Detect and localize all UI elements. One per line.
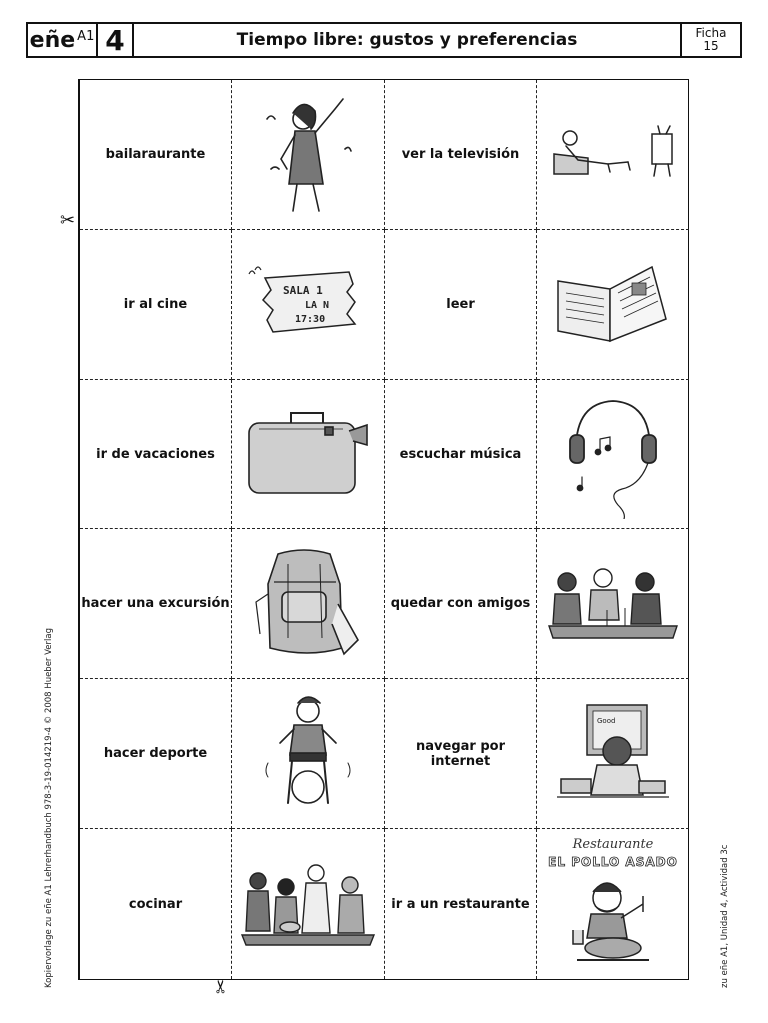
restaurant-sign-title: Restaurante xyxy=(572,837,654,853)
card-label: bailaraurante xyxy=(105,146,206,162)
worksheet-header xyxy=(26,22,742,58)
restaurant-diner-icon xyxy=(543,834,683,974)
page-title: Tiempo libre: gustos y preferencias xyxy=(134,24,682,56)
card-label: escuchar música xyxy=(399,446,522,462)
card-label: hacer deporte xyxy=(103,746,208,762)
card-picture-cell[interactable] xyxy=(232,80,385,230)
card-label-cell[interactable] xyxy=(80,829,232,979)
watching-tv-icon xyxy=(548,124,678,184)
card-label: hacer una excursión xyxy=(81,596,230,612)
card-label-cell[interactable] xyxy=(385,679,537,829)
ficha-label: Ficha xyxy=(695,26,727,40)
card-label: ver la televisión xyxy=(401,146,520,162)
copyright-note: Kopiervorlage zu eñe A1 Lehrerhandbuch 978-3-19-014219-4 © 2008 Hueber Verlag xyxy=(44,628,54,988)
card-label-cell[interactable] xyxy=(385,529,537,679)
card-picture-cell[interactable] xyxy=(232,829,385,979)
card-picture-cell[interactable] xyxy=(537,380,689,530)
card-label-cell[interactable] xyxy=(80,679,232,829)
card-label-cell[interactable] xyxy=(385,80,537,230)
card-picture-cell[interactable] xyxy=(537,230,689,380)
headphones-icon xyxy=(558,389,668,519)
card-label-cell[interactable] xyxy=(80,230,232,380)
card-picture-cell[interactable] xyxy=(537,829,689,979)
card-label-cell[interactable] xyxy=(385,230,537,380)
card-picture-cell[interactable] xyxy=(232,529,385,679)
card-label-cell[interactable] xyxy=(80,80,232,230)
card-label-cell[interactable] xyxy=(385,380,537,530)
brand-name: eñe xyxy=(29,27,76,53)
backpack-icon xyxy=(248,544,368,664)
dancing-woman-icon xyxy=(253,89,363,219)
ticket-line-3: 17:30 xyxy=(295,314,326,326)
card-picture-cell[interactable] xyxy=(537,529,689,679)
card-grid xyxy=(78,79,689,980)
ficha-box xyxy=(682,24,740,56)
ficha-number: 15 xyxy=(703,39,719,53)
activity-reference: zu eñe A1, Unidad 4, Actividad 3c xyxy=(720,844,730,988)
brand-level: A1 xyxy=(77,28,95,44)
screen-text: Good xyxy=(597,716,616,725)
card-label: leer xyxy=(446,296,475,312)
card-label: navegar por internet xyxy=(416,738,505,769)
restaurant-sign-name: EL POLLO ASADO xyxy=(548,855,678,870)
card-label-cell[interactable] xyxy=(385,829,537,979)
ticket-line-2: LA N xyxy=(305,300,330,312)
computer-user-icon xyxy=(553,699,673,809)
card-label: ir a un restaurante xyxy=(391,896,530,912)
ticket-line-1: SALA 1 xyxy=(283,284,323,298)
friends-table-icon xyxy=(545,564,681,644)
scissors-icon: ✂ xyxy=(211,978,232,995)
cooking-group-icon xyxy=(240,859,376,949)
card-label: ir de vacaciones xyxy=(96,446,215,462)
card-picture-cell[interactable] xyxy=(232,679,385,829)
card-label-cell[interactable] xyxy=(80,380,232,530)
scissors-icon: ✂ xyxy=(60,210,76,230)
cyclist-icon xyxy=(258,691,358,817)
open-book-icon xyxy=(548,259,678,349)
card-picture-cell[interactable] xyxy=(232,380,385,530)
card-label-cell[interactable] xyxy=(80,529,232,679)
card-picture-cell[interactable] xyxy=(537,679,689,829)
unit-number: 4 xyxy=(98,24,134,56)
brand-logo xyxy=(28,24,98,56)
cinema-ticket-icon xyxy=(243,264,373,344)
card-picture-cell[interactable] xyxy=(232,230,385,380)
suitcase-icon xyxy=(243,409,373,499)
card-label: quedar con amigos xyxy=(390,596,531,612)
card-picture-cell[interactable] xyxy=(537,80,689,230)
card-label: ir al cine xyxy=(123,296,188,312)
card-label: cocinar xyxy=(128,896,183,912)
